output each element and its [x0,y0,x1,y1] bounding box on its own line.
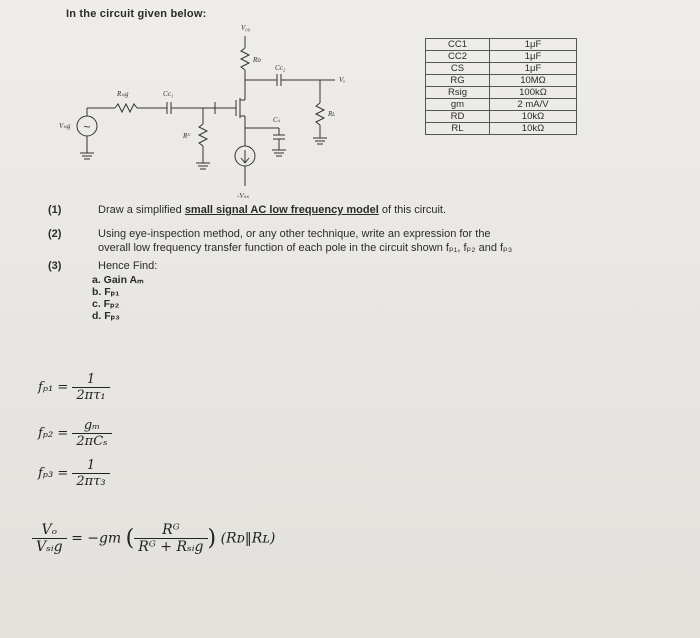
formula-fp3: fₚ₃ = $\frac{1}{\text{2πτ₃}}$ [38,458,110,489]
label-vss: -Vₛₛ [237,192,249,200]
question-text: Draw a simplified small signal AC low frequency model of this circuit. [98,204,447,216]
label-vsig: Vₛᵢg [59,122,71,130]
list-item: d. Fₚ₃ [92,310,121,322]
list-item: a. Gain Aₘ [92,274,144,286]
circuit-diagram [55,18,375,203]
parameter-table [425,38,577,135]
label-rg: Rᴳ [183,132,191,140]
table-row: CC2 1μF [426,51,577,63]
label-cc2: Cᴄ₂ [275,64,286,72]
question-text-line-2: overall low frequency transfer function of each pole in the circuit shown fₚ₁, fₚ₂ and fₚ₃ [98,242,513,254]
table-row: RD 10kΩ [426,111,577,123]
sub-question-list [92,274,144,322]
table-row: CS 1μF [426,63,577,75]
question-number: (1) [48,204,62,216]
question-1 [48,204,648,220]
label-rd: Rᴅ [253,56,261,64]
table-row: CC1 1μF [426,39,577,51]
label-vo: Vₒ [339,76,346,84]
question-number: (3) [48,260,62,272]
emphasized-phrase: small signal AC low frequency model [184,204,379,216]
question-text-line-1: Using eye-inspection method, or any other technique, write an expression for the [98,228,491,240]
formula-fp1: fₚ₁ = $\frac{1}{\text{2πτ₁}}$ [38,372,110,403]
question-number: (2) [48,228,62,240]
label-rl: Rʟ [328,110,336,118]
question-text: Hence Find: [98,260,158,272]
label-rsig: Rₛᵢg [117,90,129,98]
table-row: RG 10MΩ [426,75,577,87]
formula-fp2: fₚ₂ = $\frac{\text{gₘ}}{\text{2πCₛ}}$ [38,418,112,449]
list-item: b. Fₚ₁ [92,286,120,298]
label-vdd: V₀₀ [241,24,251,32]
problem-heading: In the circuit given below: [66,8,207,20]
table-row: Rsig 100kΩ [426,87,577,99]
table-row: gm 2 mA/V [426,99,577,111]
table-row: RL 10kΩ [426,123,577,135]
label-cs: Cₛ [273,116,281,124]
list-item: c. Fₚ₂ [92,298,120,310]
question-2 [48,228,668,258]
svg-text:~: ~ [83,120,91,134]
formula-gain: $\frac{\text{Vₒ}}{\text{Vₛᵢg}}$ = −gm ( $\frac{\text{Rᴳ}}{\text{Rᴳ + Rₛᵢg}}$ ) (Rᴅ‖Rʟ) [32,522,275,555]
label-cc1: Cᴄ₁ [163,90,174,98]
